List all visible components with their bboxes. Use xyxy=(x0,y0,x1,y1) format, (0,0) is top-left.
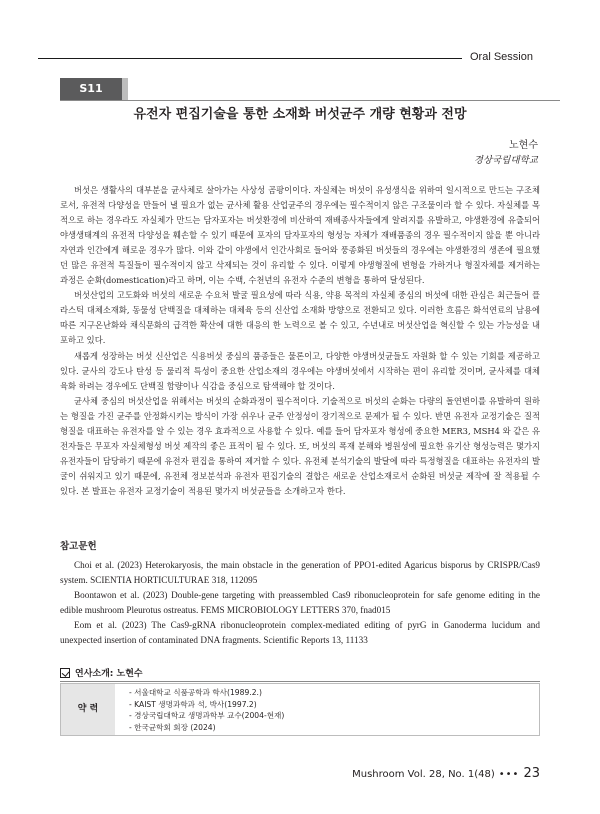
bio-item: - 서울대학교 식품공학과 학사(1989.2.) xyxy=(129,687,284,699)
session-code-badge: S11 xyxy=(60,78,122,100)
author-affiliation: 경상국립대학교 xyxy=(473,155,538,166)
bio-item: - 한국균학회 회장 (2024) xyxy=(129,722,284,734)
checkbox-arrow-icon xyxy=(60,668,70,678)
speaker-bio-heading: 연사소개: 노현수 xyxy=(75,669,143,679)
reference-item: Boontawon et al. (2023) Double-gene targeting with preassembled Cas9 ribonucleoprotein for safe genome editing in the edible mushroom Pleurotus ostreatus. FEMS MICROBIOLOGY LETTERS 370, fnad015 xyxy=(60,590,540,615)
author-name: 노현수 xyxy=(509,140,538,151)
page-number: 23 xyxy=(523,766,540,781)
bio-label: 약 력 xyxy=(61,684,115,735)
abstract-paragraph: 버섯은 생활사의 대부분을 균사체로 살아가는 사상성 곰팡이이다. 자실체는 버섯이 유성생식을 위하여 일시적으로 만드는 구조체로서, 유전적 다양성을 만들어 낼 필요가 없는 균사체 활용 산업균주의 경우에는 필수적이지 않은 구조물이라 할 수 있다. 자실체를 목적으로 하는 경우라도 자실체가 만드는 담자포자는 버섯환경에 비산하여 재배종사자들에게 알려지를 유발하고, 야생환경에 유출되어 야생생태계의 유전적 다양성을 훼손할 수 있기 때문에 포자의 담자포자의 형성능 자체가 재배품종의 경우 필수적이지 않을 뿐 아니라 자연과 인간에게 해로운 경우가 많다. 이와 같이 야생에서 인간사회로 들어와 풍종화된 버섯들의 경우에는 야생환경의 생존에 필요했던 많은 유전적 특질들이 필수적이지 않고 삭제되는 것이 유리할 수 있다. 이렇게 야생형질에 변형을 가하거나 형질자체를 제거하는 과정은 순화(domestication)라고 하며, 이는 수백, 수천년의 유전자 수준의 변형을 통하여 달성된다. xyxy=(60,185,540,286)
reference-item: Eom et al. (2023) The Cas9-gRNA ribonucleoprotein complex-mediated editing of pyrG in Ganoderma lucidum and unexpected insertion of contaminated DNA fragments. Scientific Reports 13, 11133 xyxy=(60,620,540,645)
references-list xyxy=(60,558,540,648)
abstract-paragraph: 버섯산업의 고도화와 버섯의 새로운 수요처 발굴 필요성에 따라 식용, 약용 목적의 자실체 중심의 버섯에 대한 관심은 최근들어 플라스틱 대체소재화, 동물성 단백질을 대체하는 대체육 등의 신산업 소재화 방향으로 전환되고 있다. 이러한 흐름은 화석연료의 남용에 따른 지구온난화와 채식문화의 급격한 확산에 대한 대응의 한 노력으로 볼 수 있고, 수년내로 버섯산업을 혁신할 수 있는 가능성을 내포하고 있다. xyxy=(60,290,540,346)
references-heading: 참고문헌 xyxy=(60,541,97,552)
speaker-bio-box xyxy=(60,683,540,736)
bio-rule xyxy=(60,681,540,682)
bio-item: - KAIST 생명과학과 석, 박사(1997.2) xyxy=(129,699,284,711)
journal-info: Mushroom Vol. 28, No. 1(48) xyxy=(352,769,495,780)
header-rule xyxy=(38,58,462,59)
footer-dots: ••• xyxy=(498,769,520,780)
session-tab-accent xyxy=(122,78,128,100)
bio-list xyxy=(129,687,284,733)
article-title: 유전자 편집기술을 통한 소재화 버섯균주 개량 현황과 전망 xyxy=(133,107,467,122)
page-footer xyxy=(352,766,540,781)
session-rule xyxy=(60,100,560,101)
reference-item: Choi et al. (2023) Heterokaryosis, the main obstacle in the generation of PPO1-edited Agaricus bisporus by CRISPR/Cas9 system. SCIENTIA HORTICULTURAE 318, 112095 xyxy=(60,560,540,585)
abstract-paragraph: 균사체 중심의 버섯산업을 위해서는 버섯의 순화과정이 필수적이다. 기술적으로 버섯의 순화는 다량의 돌연변이를 유발하여 원하는 형질을 가진 균주를 안정화시키는 방식이 가장 쉬우나 균주 안정성이 장기적으로 문제가 될 수 있다. 반면 유전자 교정기술은 질적형질을 대표하는 유전자를 알 수 있는 경우 효과적으로 사용할 수 있다. 예를 들어 담자포자 형성에 중요한 MER3, MSH4 와 같은 유전자들은 무포자 자실체형성 버섯 제작의 좋은 표적이 될 수 있다. 또, 버섯의 폭재 분해와 병원성에 필요한 유기산 형성능력은 몇가지 유전자들이 담당하기 때문에 유전자 편집을 통하여 제거할 수 있다. 유전체 분석기술의 발달에 따라 특정형질을 대표하는 유전자의 발굴이 쉬워지고 있기 때문에, 유전체 정보분석과 유전자 편집기술의 결합은 새로운 산업소재로서 순화된 버섯균 제작에 잘 적용될 수 있다. 본 발표는 유전자 교정기술이 적용된 몇가지 버섯균들을 소개하고자 한다. xyxy=(60,395,540,496)
bio-item: - 경상국립대학교 생명과학부 교수(2004-현재) xyxy=(129,710,284,722)
abstract-body xyxy=(60,183,540,499)
abstract-paragraph: 새롭게 성장하는 버섯 신산업은 식용버섯 중심의 품종들은 물론이고, 다양한 야생버섯균들도 자원화 할 수 있는 기회를 제공하고 있다. 균사의 강도나 탄성 등 물리적 특성이 중요한 산업소재의 경우에는 야생버섯에서 시작하는 편이 유리할 것이며, 균사체를 대체육화 하려는 경우에도 단백질 함량이나 식감을 중심으로 탐색해야 할 것이다. xyxy=(60,350,540,391)
section-label: Oral Session xyxy=(470,51,533,63)
